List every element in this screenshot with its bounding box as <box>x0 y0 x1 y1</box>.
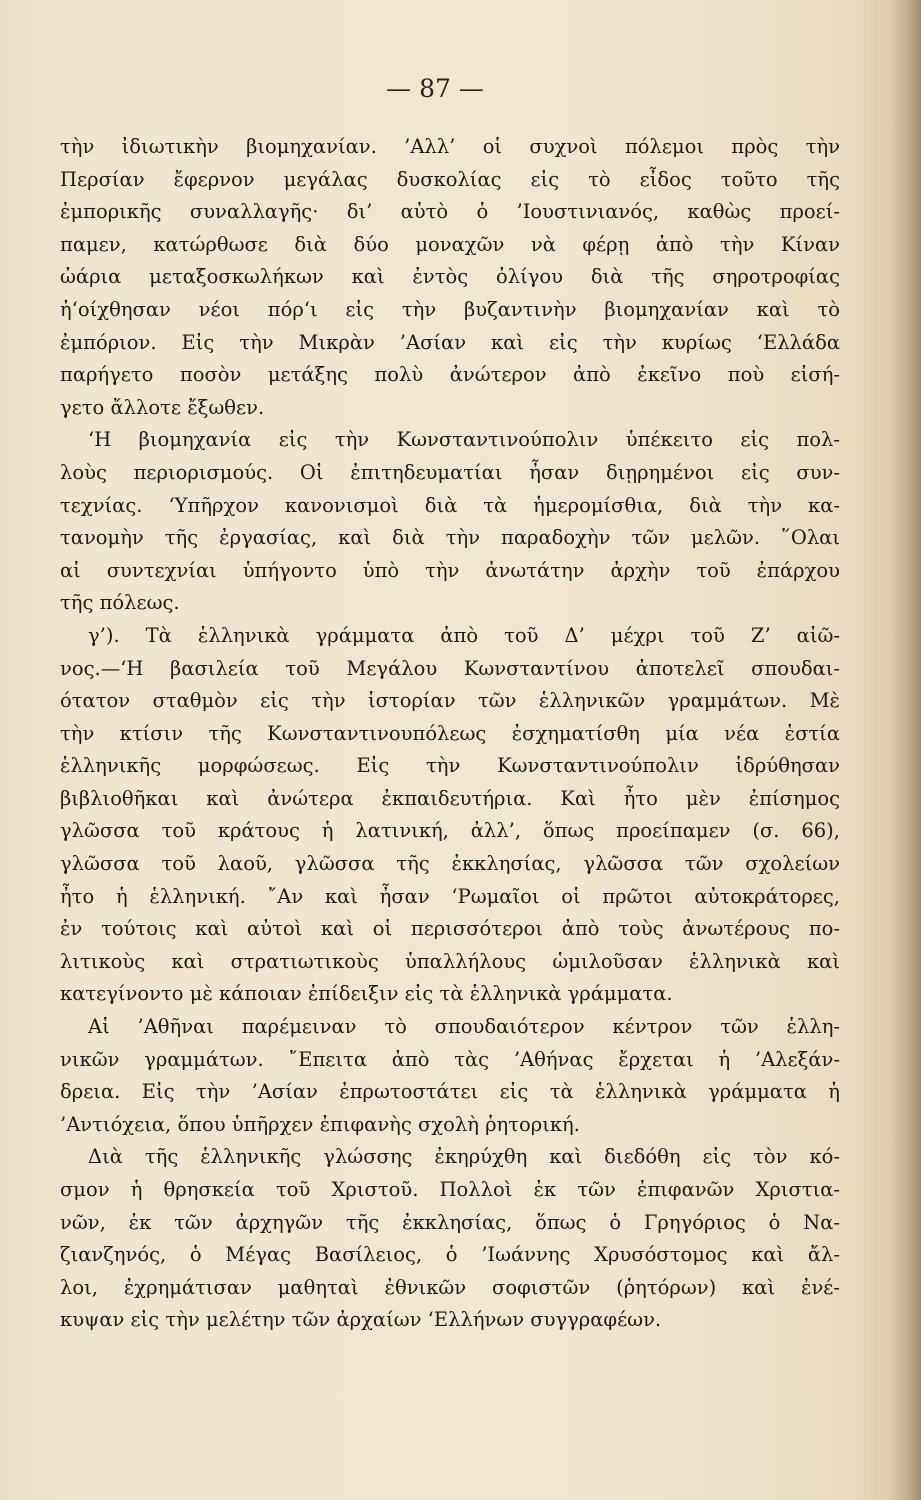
text-line: τεχνίας. ‘Υπῆρχον κανονισμοὶ διὰ τὰ ἡμερομίσθια, διὰ τὴν κα- <box>60 493 840 517</box>
page-number: — 87 — <box>386 74 484 103</box>
text-line: νικῶν γραμμάτων. ῎Επειτα ἀπὸ τὰς ’Αθήνας ἔρχεται ἡ ’Αλεξάν- <box>60 1047 840 1071</box>
text-line: λοὺς περιορισμούς. Οἱ ἐπιτηδευματίαι ἦσαν διῃρημένοι εἰς συν- <box>60 460 840 484</box>
text-line: ἦτο ἡ ἑλληνική. ῎Αν καὶ ἦσαν ‘Ρωμαῖοι οἱ πρῶτοι αὐτοκράτορες, <box>60 884 840 908</box>
text-line: γλῶσσα τοῦ λαοῦ, γλῶσσα τῆς ἐκκλησίας, γλῶσσα τῶν σχολείων <box>60 852 840 876</box>
text-line: ἑλληνικῆς μορφώσεως. Εἰς τὴν Κωνσταντινούπολιν ἱδρύθησαν <box>60 754 840 778</box>
text-line: Αἱ ’Αθῆναι παρέμειναν τὸ σπουδαιότερον κέντρον τῶν ἑλλη- <box>88 1015 840 1039</box>
text-line: ἐμπόριον. Εἰς τὴν Μικρὰν ’Ασίαν καὶ εἰς τὴν κυρίως ‘Ελλάδα <box>60 330 840 354</box>
text-line: ἐν τούτοις καὶ αὐτοὶ καὶ οἱ περισσότεροι ἀπὸ τοὺς ἀνωτέρους πο- <box>60 917 840 941</box>
body-text <box>60 131 840 1337</box>
text-line: ζιανζηνός, ὁ Μέγας Βασίλειος, ὁ ’Ιωάννης Χρυσόστομος καὶ ἄλ- <box>60 1243 840 1267</box>
text-line: ’Αντιόχεια, ὅπου ὑπῆρχεν ἐπιφανὴς σχολὴ ῥητορική. <box>60 1112 580 1136</box>
text-line: ὠάρια μεταξοσκωλήκων καὶ ἐντὸς ὀλίγου διὰ τῆς σηροτροφίας <box>60 265 840 289</box>
text-line: ότατον σταθμὸν εἰς τὴν ἱστορίαν τῶν ἑλληνικῶν γραμμάτων. Μὲ <box>60 689 840 713</box>
text-line: κατεγίνοντο μὲ κάποιαν ἐπίδειξιν εἰς τὰ ἑλληνικὰ γράμματα. <box>60 982 673 1006</box>
text-line: σμον ἡ θρησκεία τοῦ Χριστοῦ. Πολλοὶ ἐκ τῶν ἐπιφανῶν Χριστια- <box>60 1178 840 1201</box>
text-line: παμεν, κατώρθωσε διὰ δύο μοναχῶν νὰ φέρῃ ἀπὸ τὴν Κίναν <box>60 232 840 256</box>
text-line: τὴν ἰδιωτικὴν βιομηχανίαν. ’Αλλ’ οἱ συχνοὶ πόλεμοι πρὸς τὴν <box>60 135 840 158</box>
text-line: Διὰ τῆς ἑλληνικῆς γλώσσης ἐκηρύχθη καὶ διεδόθη εἰς τὸν κό- <box>88 1145 840 1169</box>
text-line: παρήγετο ποσὸν μετάξης πολὺ ἀνώτερον ἀπὸ ἐκεῖνο ποὺ εἰσή- <box>60 363 840 387</box>
text-line: τῆς πόλεως. <box>60 591 180 615</box>
text-line: νος.—‘Η βασιλεία τοῦ Μεγάλου Κωνσταντίνου ἀποτελεῖ σπουδαι- <box>60 656 840 680</box>
text-line: ἠ‘οίχθησαν νέοι πόρ‘ι εἰς τὴν βυζαντινὴν βιομηχανίαν καὶ τὸ <box>60 297 840 321</box>
text-line: τὴν κτίσιν τῆς Κωνσταντινουπόλεως ἐσχηματίσθη μία νέα ἑστία <box>60 721 840 745</box>
text-line: ἐμπορικῆς συναλλαγῆς· δι’ αὐτὸ ὁ ’Ιουστινιανός, καθὼς προεί- <box>60 200 840 224</box>
text-line: ‘Η βιομηχανία εἰς τὴν Κωνσταντινούπολιν ὑπέκειτο εἰς πολ- <box>88 428 840 452</box>
text-line: γλῶσσα τοῦ κράτους ἡ λατινική, ἀλλ’, ὅπως προείπαμεν (σ. 66), <box>60 819 840 843</box>
text-line: τανομὴν τῆς ἐργασίας, καὶ διὰ τὴν παραδοχὴν τῶν μελῶν. ῞Ολαι <box>60 526 840 550</box>
text-line: νῶν, ἐκ τῶν ἀρχηγῶν τῆς ἐκκλησίας, ὅπως ὁ Γρηγόριος ὁ Να- <box>60 1210 840 1234</box>
text-line: Περσίαν ἔφερνον μεγάλας δυσκολίας εἰς τὸ εἶδος τοῦτο τῆς <box>60 167 840 191</box>
section-heading-line: γ’). Τὰ ἑλληνικὰ γράμματα ἀπὸ τοῦ Δ’ μέχρι τοῦ Ζ’ αἰῶ- <box>88 623 840 647</box>
text-line: λοι, ἐχρημάτισαν μαθηταὶ ἐθνικῶν σοφιστῶν (ῥητόρων) καὶ ἐνέ- <box>60 1275 840 1299</box>
text-line: δρεια. Εἰς τὴν ’Ασίαν ἐπρωτοστάτει εἰς τὰ ἑλληνικὰ γράμματα ἡ <box>60 1080 840 1104</box>
text-line: κυψαν εἰς τὴν μελέτην τῶν ἀρχαίων ‘Ελλήνων συγγραφέων. <box>60 1308 662 1332</box>
text-line: λιτικοὺς καὶ στρατιωτικοὺς ὑπαλλήλους ὡμιλοῦσαν ἑλληνικὰ καὶ <box>60 949 840 973</box>
text-line: γετο ἄλλοτε ἔξωθεν. <box>60 395 265 419</box>
text-line: βιβλιοθῆκαι καὶ ἀνώτερα ἐκπαιδευτήρια. Καὶ ἦτο μὲν ἐπίσημος <box>60 786 840 810</box>
text-line: αἱ συντεχνίαι ὑπήγοντο ὑπὸ τὴν ἀνωτάτην ἀρχὴν τοῦ ἐπάρχου <box>60 558 840 582</box>
page-spine-shadow <box>889 0 921 1500</box>
